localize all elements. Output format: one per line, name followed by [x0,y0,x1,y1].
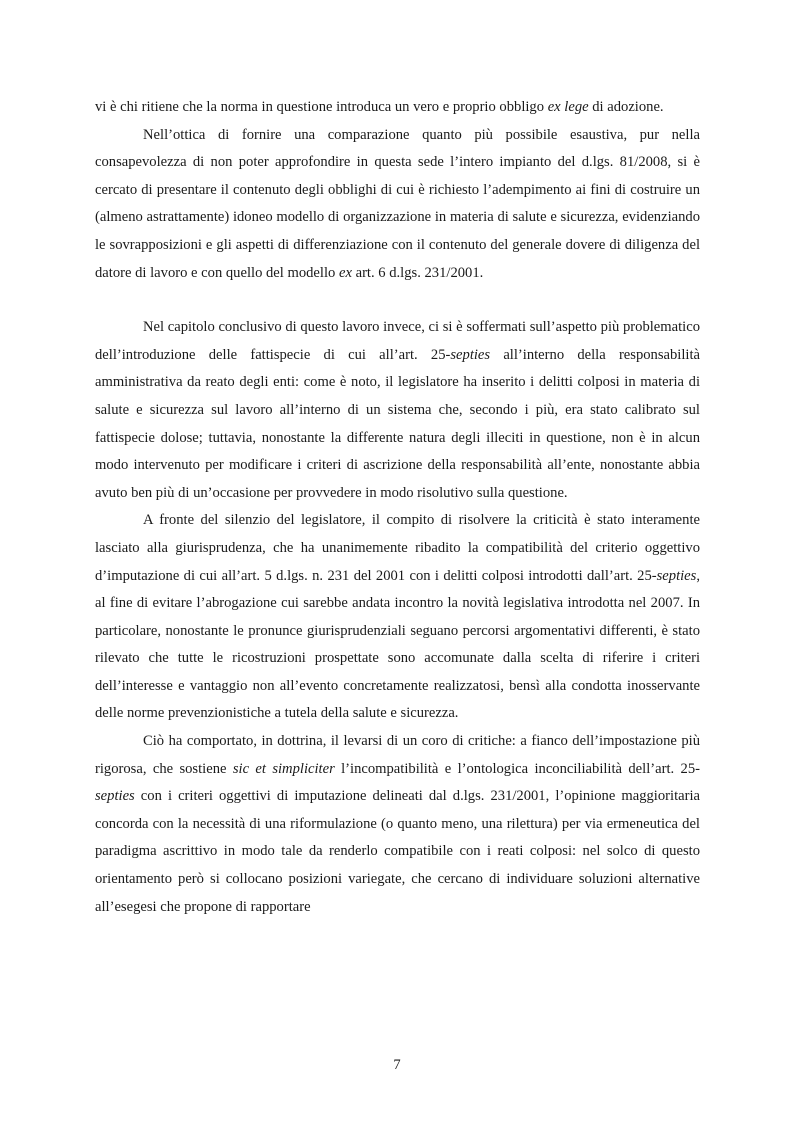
text-run: A fronte del silenzio del legislatore, il compito di risolvere la criticità è stato interamente lasciato alla giurisprudenza, che ha unanimemente ribadito la compatibilità del criterio oggettivo d’imputazione di cui all’art. 5 d.lgs. n. 231 del 2001 con i delitti colposi introdotti dall’art. 25- [95,512,700,584]
text-run: vi è chi ritiene che la norma in questione introduca un vero e proprio obbligo [95,99,548,115]
text-run: Nel capitolo conclusivo di questo lavoro invece, ci si è soffermati sull’aspetto più problematico dell’introduzione delle fattispecie di cui all’art. 25- [95,319,700,363]
text-run: , al fine di evitare l’abrogazione cui sarebbe andata incontro la novità legislativa introdotta nel 2007. In particolare, nonostante le pronunce giurisprudenziali seguano percorsi argomentativi differenti, è stato rilevato che tutte le ricostruzioni prospettate sono accomunate dalla scelta di riferire i criteri dell’interesse e vantaggio non all’evento concretamente realizzatosi, bensì alla condotta inosservante delle norme prevenzionistiche a tutela della salute e sicurezza. [95,567,700,722]
text-run: art. 6 d.lgs. 231/2001. [351,264,484,281]
italic-term: septies [656,567,697,584]
italic-term: ex lege [547,99,589,115]
italic-term: septies [95,788,135,805]
text-run: Nell’ottica di fornire una comparazione quanto più possibile esaustiva, pur nella consapevolezza di non poter approfondire in questa sede l’intero impianto del d.lgs. 81/2008, si è cercato di presentare il contenuto degli obblighi di cui è richiesto l’adempimento ai fini di costruire un (almeno astrattamente) idoneo modello di organizzazione in materia di salute e sicurezza, evidenziando le sovrapposizioni e gli aspetti di differenziazione con il contenuto del generale dovere di diligenza del datore di lavoro e con quello del modello [95,126,700,281]
page-body [95,94,700,921]
paragraph-comparison [95,122,700,288]
text-run: di adozione. [588,99,664,115]
italic-term: septies [450,346,491,363]
text-run: con i criteri oggettivi di imputazione delineati dal d.lgs. 231/2001, l’opinione maggioritaria concorda con la necessità di una riformulazione (o quanto meno, una rilettura) per via ermeneutica del paradigma ascrittivo in modo tale da renderlo compatibile con i reati colposi: nel solco di questo orientamento però si collocano posizioni variegate, che cercano di individuare soluzioni alternative all’esegesi che propone di rapportare [95,788,700,915]
paragraph-conclusive-chapter [95,314,700,507]
text-run: Ciò ha comportato, in dottrina, il levarsi di un coro di critiche: a fianco dell’impostazione più rigorosa, che sostiene [95,733,700,777]
paragraph-jurisprudence [95,507,700,728]
italic-term: ex [338,264,352,281]
italic-term: sic et simpliciter [232,760,335,777]
page-number: 7 [393,1057,401,1073]
text-run: l’incompatibilità e l’ontologica inconciliabilità dell’art. 25- [334,760,700,777]
paragraph-doctrine-critiques [95,728,700,921]
paragraph-continuation [95,94,700,122]
text-run: all’interno della responsabilità amministrativa da reato degli enti: come è noto, il legislatore ha inserito i delitti colposi in materia di salute e sicurezza sul lavoro all’interno di un sistema che, secondo i più, era stato calibrato sul fattispecie dolose; tuttavia, nonostante la differente natura degli illeciti in questione, non è in alcun modo intervenuto per modificare i criteri di ascrizione della responsabilità all’ente, nonostante abbia avuto ben più di un’occasione per provvedere in modo risolutivo sulla questione. [95,346,700,501]
